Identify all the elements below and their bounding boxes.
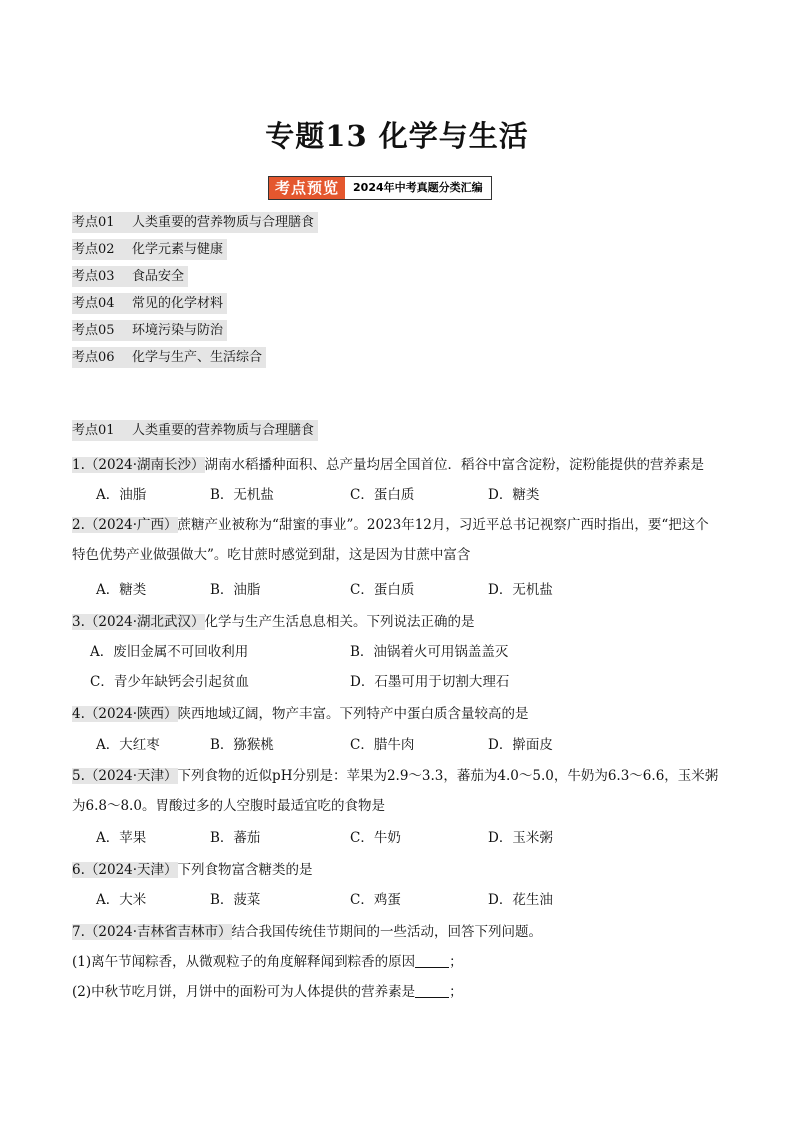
option: B．无机盐 bbox=[210, 487, 274, 503]
toc-item[interactable]: 考点06 化学与生产、生活综合 bbox=[72, 347, 266, 368]
toc-item[interactable]: 考点05 环境污染与防治 bbox=[72, 320, 227, 341]
answer-blank[interactable] bbox=[415, 953, 449, 968]
option: B．油脂 bbox=[210, 582, 261, 598]
toc-item[interactable]: 考点04 常见的化学材料 bbox=[72, 293, 227, 314]
question-7: 7.（2024·吉林省吉林市）结合我国传统佳节期间的一些活动，回答下列问题。 bbox=[72, 924, 543, 940]
option: C．腊牛肉 bbox=[350, 737, 415, 753]
option: D．擀面皮 bbox=[488, 737, 553, 753]
question-3: 3.（2024·湖北武汉）化学与生产生活息息相关。下列说法正确的是 bbox=[72, 614, 475, 630]
preview-badge bbox=[268, 176, 492, 200]
question-1: 1.（2024·湖南长沙）湖南水稻播种面积、总产量均居全国首位．稻谷中富含淀粉，淀粉能提供的营养素是 bbox=[72, 457, 705, 473]
question-source: 5.（2024·天津） bbox=[72, 768, 178, 784]
option: B．菠菜 bbox=[210, 892, 261, 908]
page-title: 专题13 化学与生活 bbox=[265, 119, 529, 153]
option: D．石墨可用于切割大理石 bbox=[350, 674, 510, 690]
option: C．青少年缺钙会引起贫血 bbox=[90, 674, 249, 690]
option: A．苹果 bbox=[96, 830, 147, 846]
toc-item[interactable]: 考点02 化学元素与健康 bbox=[72, 239, 227, 260]
question-source: 6.（2024·天津） bbox=[72, 862, 178, 878]
toc-item[interactable]: 考点03 食品安全 bbox=[72, 266, 188, 287]
option: D．无机盐 bbox=[488, 582, 553, 598]
section-heading: 考点01 人类重要的营养物质与合理膳食 bbox=[72, 420, 318, 441]
question-source: 7.（2024·吉林省吉林市） bbox=[72, 924, 232, 940]
question-source: 3.（2024·湖北武汉） bbox=[72, 614, 205, 630]
option: A．油脂 bbox=[96, 487, 147, 503]
option: D．花生油 bbox=[488, 892, 553, 908]
question-source: 1.（2024·湖南长沙） bbox=[72, 457, 205, 473]
option: C．牛奶 bbox=[350, 830, 401, 846]
badge-label: 考点预览 bbox=[269, 177, 345, 199]
question-5: 5.（2024·天津）下列食物的近似pH分别是：苹果为2.9～3.3，蕃茄为4.0～5.0，牛奶为6.3～6.6，玉米粥 bbox=[72, 768, 719, 784]
option: B．蕃茄 bbox=[210, 830, 261, 846]
question-4: 4.（2024·陕西）陕西地域辽阔，物产丰富。下列特产中蛋白质含量较高的是 bbox=[72, 706, 529, 722]
option: C．蛋白质 bbox=[350, 582, 415, 598]
sub-question-1: (1)离午节闻粽香，从微观粒子的角度解释闻到粽香的原因 ； bbox=[72, 954, 463, 970]
sub-question-2: (2)中秋节吃月饼，月饼中的面粉可为人体提供的营养素是 ； bbox=[72, 984, 463, 1000]
option: B．油锅着火可用锅盖盖灭 bbox=[350, 644, 509, 660]
option: C．鸡蛋 bbox=[350, 892, 401, 908]
option: D．玉米粥 bbox=[488, 830, 553, 846]
question-source: 4.（2024·陕西） bbox=[72, 706, 178, 722]
option: B．猕猴桃 bbox=[210, 737, 274, 753]
answer-blank[interactable] bbox=[415, 983, 449, 998]
option: A．废旧金属不可回收利用 bbox=[90, 644, 249, 660]
option: D．糖类 bbox=[488, 487, 540, 503]
question-source: 2.（2024·广西） bbox=[72, 517, 178, 533]
question-2-cont: 特色优势产业做强做大”。吃甘蔗时感觉到甜，这是因为甘蔗中富含 bbox=[72, 547, 471, 563]
toc-item[interactable]: 考点01 人类重要的营养物质与合理膳食 bbox=[72, 212, 318, 233]
option: C．蛋白质 bbox=[350, 487, 415, 503]
option: A．大红枣 bbox=[96, 737, 160, 753]
question-5-cont: 为6.8～8.0。胃酸过多的人空腹时最适宜吃的食物是 bbox=[72, 798, 385, 814]
badge-subtitle: 2024年中考真题分类汇编 bbox=[345, 177, 491, 199]
question-2: 2.（2024·广西）蔗糖产业被称为“甜蜜的事业”。2023年12月，习近平总书记视察广西时指出，要“把这个 bbox=[72, 517, 709, 533]
option: A．大米 bbox=[96, 892, 147, 908]
option: A．糖类 bbox=[96, 582, 147, 598]
question-6: 6.（2024·天津）下列食物富含糖类的是 bbox=[72, 862, 313, 878]
